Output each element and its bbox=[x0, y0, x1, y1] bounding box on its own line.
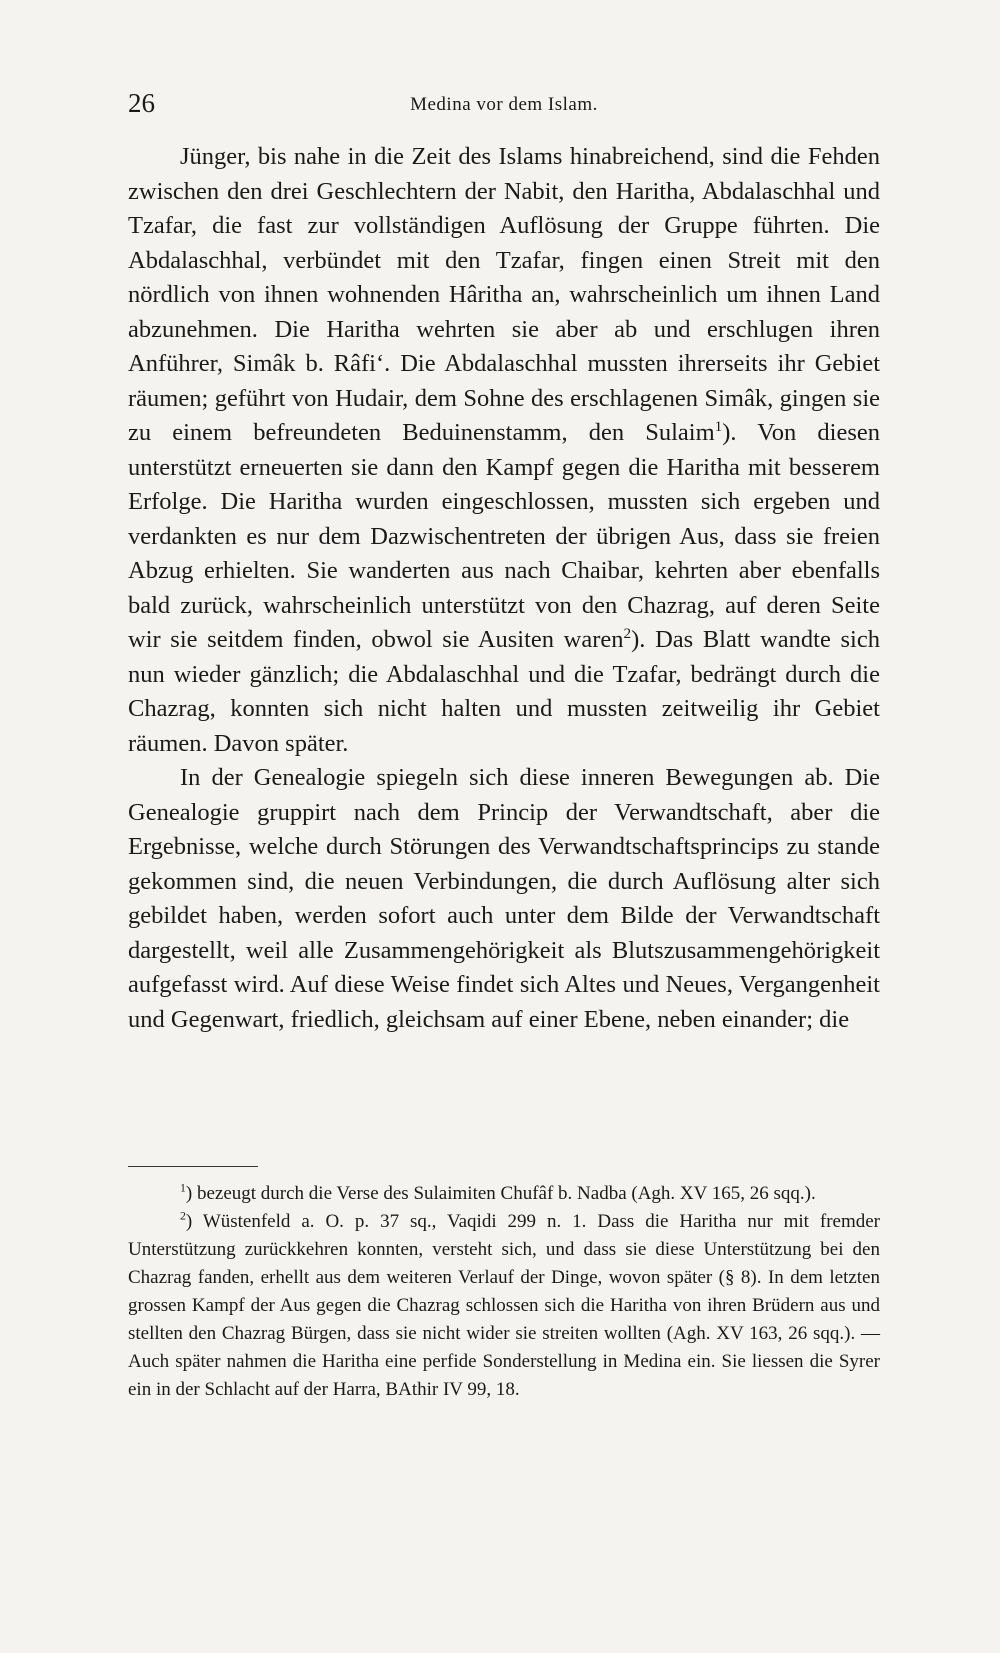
footnote-1-text: ) bezeugt durch die Verse des Sulaimiten Chufâf b. Nadba (Agh. XV 165, 26 sqq.). bbox=[185, 1183, 816, 1204]
main-text bbox=[128, 140, 880, 1037]
footnote-2 bbox=[128, 1208, 880, 1404]
paragraph-1-part-3: ). Das Blatt wandte sich nun wieder gänzlich; die Abdalaschhal und die Tzafar, bedrängt durch die Chazrag, konnten sich nicht halten und mussten zeitweilig ihr Gebiet räumen. Davon später. bbox=[128, 626, 880, 757]
footnote-1-marker: 1 bbox=[180, 1181, 186, 1195]
paragraph-1-part-2: ). Von diesen unterstützt erneuerten sie dann den Kampf gegen die Haritha mit besserem Erfolge. Die Haritha wurden eingeschlossen, mussten sich ergeben und verdankten es nur dem Dazwischentreten der übrigen Aus, dass sie freien Abzug erhielten. Sie wanderten aus nach Chaibar, kehrten aber ebenfalls bald zurück, wahrscheinlich unterstützt von den Chazrag, auf deren Seite wir sie seitdem finden, obwol sie Ausiten waren bbox=[128, 419, 880, 653]
footnotes bbox=[128, 1180, 880, 1404]
footnote-1 bbox=[128, 1180, 880, 1208]
page-number: 26 bbox=[128, 88, 155, 118]
running-head: Medina vor dem Islam. bbox=[410, 94, 598, 115]
paragraph-2: In der Genealogie spiegeln sich diese inneren Bewegungen ab. Die Genealogie gruppirt nach dem Princip der Verwandtschaft, aber die Ergebnisse, welche durch Störungen des Verwandtschaftsprincips zu stande gekommen sind, die neuen Verbindungen, die durch Auflösung alter sich gebildet haben, werden sofort auch unter dem Bilde der Verwandtschaft dargestellt, weil alle Zusammengehörigkeit als Blutszusammengehörigkeit aufgefasst wird. Auf diese Weise findet sich Altes und Neues, Vergangenheit und Gegenwart, friedlich, gleichsam auf einer Ebene, neben einander; die bbox=[128, 764, 880, 1033]
footnote-2-text: ) Wüstenfeld a. O. p. 37 sq., Vaqidi 299 n. 1. Dass die Haritha nur mit fremder Unterstützung zurückkehren konnten, versteht sich, und dass sie diese Unterstützung bei den Chazrag fanden, erhellt aus dem weiteren Verlauf der Dinge, wovon später (§ 8). In dem letzten grossen Kampf der Aus gegen die Chazrag schlossen sich die Haritha von ihren Brüdern aus und stellten den Chazrag Bürgen, dass sie nicht wider sie streiten wollten (Agh. XV 163, 26 sqq.). — Auch später nahmen die Haritha eine perfide Sonderstellung in Medina ein. Sie liessen die Syrer ein in der Schlacht auf der Harra, BAthir IV 99, 18. bbox=[128, 1211, 880, 1400]
footnote-divider bbox=[128, 1166, 258, 1167]
footnote-2-marker: 2 bbox=[180, 1209, 186, 1223]
paragraph-1 bbox=[128, 140, 880, 761]
paragraph-1-part-1: Jünger, bis nahe in die Zeit des Islams hinabreichend, sind die Fehden zwischen den drei Geschlechtern der Nabit, den Haritha, Abdalaschhal und Tzafar, die fast zur vollständigen Auflösung der Gruppe führten. Die Abdalaschhal, verbündet mit den Tzafar, fingen einen Streit mit den nördlich von ihnen wohnenden Hâritha an, wahrscheinlich um ihnen Land abzunehmen. Die Haritha wehrten sie aber ab und erschlugen ihren Anführer, Simâk b. Râfi‘. Die Abdalaschhal mussten ihrerseits ihr Gebiet räumen; geführt von Hudair, dem Sohne des erschlagenen Simâk, gingen sie zu einem befreundeten Beduinenstamm, den Sulaim bbox=[128, 143, 880, 446]
page-header bbox=[128, 88, 880, 128]
footnote-ref-1: 1 bbox=[714, 417, 723, 435]
footnote-ref-2: 2 bbox=[623, 624, 632, 642]
